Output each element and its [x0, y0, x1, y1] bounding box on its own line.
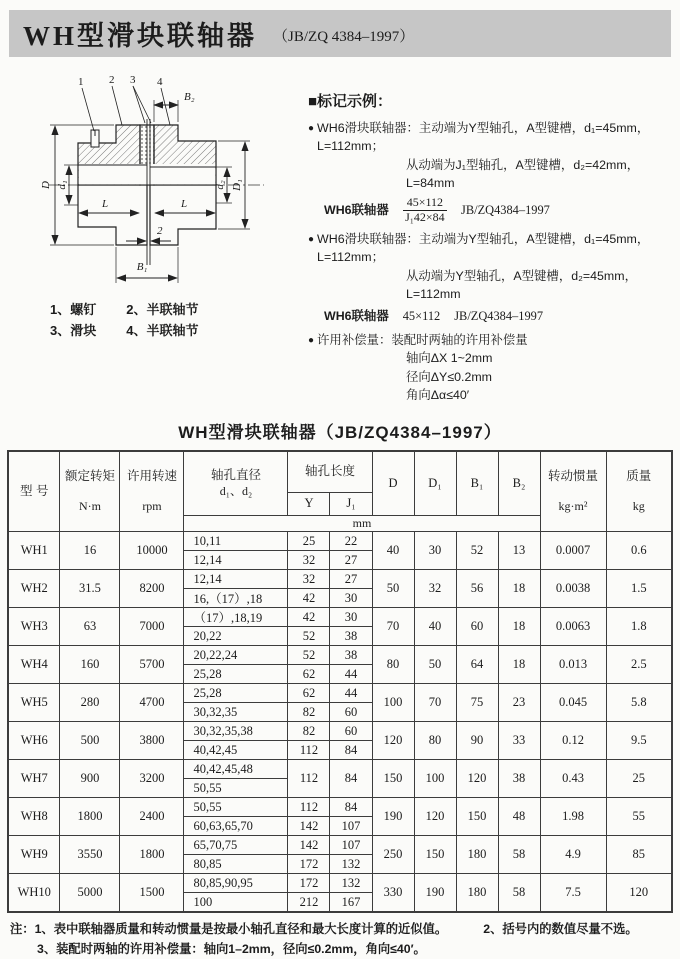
- table-cell: 5000: [60, 874, 120, 913]
- footnote-3: 3、装配时两轴的许用补偿量：轴向1–2mm，径向≤0.2mm，角向≤40′。: [37, 942, 426, 957]
- spec-table: [7, 450, 673, 913]
- table-cell: 172: [288, 855, 330, 874]
- table-cell: 85: [606, 836, 672, 874]
- table-cell: 2.5: [606, 646, 672, 684]
- table-cell: 0.12: [540, 722, 606, 760]
- table-cell: 70: [372, 608, 414, 646]
- table-cell: 20,22: [184, 627, 288, 646]
- footnote-2: 2、括号内的数值尽量不选。: [483, 922, 638, 937]
- table-cell: 2400: [120, 798, 184, 836]
- table-cell: WH7: [8, 760, 60, 798]
- table-cell: 44: [330, 665, 372, 684]
- table-cell: 4700: [120, 684, 184, 722]
- table-cell: 90: [456, 722, 498, 760]
- table-cell: 107: [330, 836, 372, 855]
- table-cell: 60,63,65,70: [184, 817, 288, 836]
- table-cell: 52: [288, 627, 330, 646]
- compensation-angular: 角向Δα≤40′: [406, 388, 470, 403]
- designation-standard: JB/ZQ4384–1997: [461, 202, 550, 217]
- header-unit: kg·m²: [558, 498, 588, 513]
- table-cell: 40,42,45,48: [184, 760, 288, 779]
- table-cell: 58: [498, 836, 540, 874]
- table-row: [8, 608, 672, 627]
- header-label: 质量: [626, 469, 652, 484]
- marking-example-2: [308, 230, 672, 267]
- callout-2: 2: [109, 74, 115, 86]
- table-cell: 150: [456, 798, 498, 836]
- table-cell: 65,70,75: [184, 836, 288, 855]
- col-header-inertia: [540, 451, 606, 532]
- table-cell: 22: [330, 532, 372, 551]
- dim-label-L-left: L: [101, 198, 109, 210]
- table-cell: 80: [414, 722, 456, 760]
- table-cell: 63: [60, 608, 120, 646]
- table-cell: 82: [288, 722, 330, 741]
- table-row: [8, 760, 672, 779]
- header-label: 转动惯量: [547, 469, 598, 484]
- table-cell: 38: [330, 646, 372, 665]
- table-cell: 56: [456, 570, 498, 608]
- col-header-D1: D₁: [414, 451, 456, 516]
- table-cell: 32: [288, 551, 330, 570]
- designation-label: WH6联轴器: [324, 202, 389, 217]
- header-label: 额定转矩: [64, 469, 115, 484]
- fraction-denominator: J₁42×84: [405, 209, 445, 224]
- table-cell: 50: [372, 570, 414, 608]
- table-cell: 52: [456, 532, 498, 570]
- table-cell: 16: [60, 532, 120, 570]
- table-cell: 84: [330, 741, 372, 760]
- part-item: 4、半联轴节: [126, 323, 199, 339]
- dim-label-B2: B₂: [184, 91, 195, 103]
- table-cell: 8200: [120, 570, 184, 608]
- table-cell: 180: [456, 836, 498, 874]
- col-header-J1: J₁: [330, 493, 372, 516]
- table-cell: 44: [330, 684, 372, 703]
- col-header-torque: [60, 451, 120, 532]
- table-cell: 62: [288, 684, 330, 703]
- table-cell: 25: [606, 760, 672, 798]
- table-cell: 1.5: [606, 570, 672, 608]
- table-cell: 500: [60, 722, 120, 760]
- table-cell: 150: [372, 760, 414, 798]
- table-cell: 212: [288, 893, 330, 913]
- marking-heading: ■标记示例：: [308, 93, 393, 110]
- table-cell: WH9: [8, 836, 60, 874]
- table-cell: 0.045: [540, 684, 606, 722]
- table-cell: 132: [330, 855, 372, 874]
- table-cell: 0.43: [540, 760, 606, 798]
- table-cell: 20,22,24: [184, 646, 288, 665]
- table-cell: 64: [456, 646, 498, 684]
- designation-standard: JB/ZQ4384–1997: [454, 308, 544, 323]
- bullet-icon: ●: [308, 233, 315, 245]
- marking-examples: [298, 67, 674, 405]
- table-cell: 1.98: [540, 798, 606, 836]
- table-cell: 30: [330, 608, 372, 627]
- dim-label-D: D: [40, 181, 52, 189]
- table-cell: 0.6: [606, 532, 672, 570]
- table-cell: WH1: [8, 532, 60, 570]
- table-cell: 120: [606, 874, 672, 913]
- coupling-section-drawing: [6, 67, 298, 295]
- table-row: [8, 684, 672, 703]
- table-cell: 280: [60, 684, 120, 722]
- table-cell: 70: [414, 684, 456, 722]
- table-cell: 190: [372, 798, 414, 836]
- table-cell: 40,42,45: [184, 741, 288, 760]
- table-cell: 7000: [120, 608, 184, 646]
- col-header-bore-length: 轴孔长度: [288, 451, 372, 493]
- table-cell: 18: [498, 646, 540, 684]
- table-cell: 84: [330, 798, 372, 817]
- table-cell: 142: [288, 836, 330, 855]
- header-sublabel: d₁、d₂: [219, 484, 253, 499]
- table-cell: 190: [414, 874, 456, 913]
- footnote-1: 注：1、表中联轴器质量和转动惯量是按最小轴孔直径和最大长度计算的近似值。: [10, 922, 448, 937]
- col-header-B2: B₂: [498, 451, 540, 516]
- table-cell: 12,14: [184, 570, 288, 589]
- table-cell: 38: [330, 627, 372, 646]
- col-header-model: [8, 451, 60, 532]
- header-label: 轴孔直径: [210, 467, 261, 482]
- table-cell: WH2: [8, 570, 60, 608]
- table-cell: 1500: [120, 874, 184, 913]
- table-cell: 30: [414, 532, 456, 570]
- bullet-icon: ●: [308, 122, 315, 134]
- table-cell: 60: [456, 608, 498, 646]
- table-cell: 3200: [120, 760, 184, 798]
- footnotes: [10, 920, 670, 959]
- page-title-bar: [9, 10, 671, 57]
- table-cell: 40: [414, 608, 456, 646]
- table-cell: 40: [372, 532, 414, 570]
- table-cell: 25,28: [184, 665, 288, 684]
- col-header-bore-diameter: [184, 451, 288, 516]
- table-cell: 27: [330, 570, 372, 589]
- compensation-axial: 轴向ΔX 1~2mm: [406, 351, 493, 366]
- dim-label-L-right: L: [180, 198, 188, 210]
- dim-label-B1: B₁: [136, 261, 148, 273]
- top-section: [6, 67, 674, 405]
- table-cell: 0.0063: [540, 608, 606, 646]
- table-cell: WH10: [8, 874, 60, 913]
- table-cell: 160: [60, 646, 120, 684]
- table-title: WH型滑块联轴器（JB/ZQ4384–1997）: [178, 423, 502, 443]
- table-cell: 1800: [60, 798, 120, 836]
- table-cell: 5.8: [606, 684, 672, 722]
- table-cell: 120: [456, 760, 498, 798]
- table-row: [8, 874, 672, 893]
- table-cell: 112: [288, 741, 330, 760]
- callout-4: 4: [157, 76, 163, 88]
- dim-label-D1: D₁: [231, 179, 243, 191]
- left-half-outline: [78, 185, 147, 245]
- table-cell: 80: [372, 646, 414, 684]
- table-row: [8, 722, 672, 741]
- table-cell: 50,55: [184, 779, 288, 798]
- table-cell: 58: [498, 874, 540, 913]
- marking-designation-2: [308, 307, 672, 326]
- table-row: [8, 532, 672, 551]
- table-cell: 12,14: [184, 551, 288, 570]
- leader-line: [82, 88, 94, 131]
- table-cell: WH8: [8, 798, 60, 836]
- table-cell: 3550: [60, 836, 120, 874]
- table-cell: WH5: [8, 684, 60, 722]
- marking-text: 从动端为J₁型轴孔，A型键槽，d₂=42mm，L=84mm: [406, 157, 640, 191]
- bullet-icon: ●: [308, 334, 315, 346]
- table-cell: 50: [414, 646, 456, 684]
- table-row: [8, 798, 672, 817]
- table-cell: 13: [498, 532, 540, 570]
- col-header-D: D: [372, 451, 414, 516]
- part-item: 3、滑块: [50, 323, 97, 339]
- table-cell: 18: [498, 608, 540, 646]
- document-page: [0, 10, 680, 957]
- spec-table-body: [8, 532, 672, 913]
- page-standard: （JB/ZQ 4384–1997）: [273, 29, 415, 45]
- table-cell: 132: [330, 874, 372, 893]
- designation-code: 45×112: [402, 308, 441, 323]
- marking-text: 许用补偿量：装配时两轴的许用补偿量: [317, 332, 528, 347]
- table-cell: 18: [498, 570, 540, 608]
- table-cell: 900: [60, 760, 120, 798]
- table-row: [8, 646, 672, 665]
- table-cell: 80,85: [184, 855, 288, 874]
- table-cell: 75: [456, 684, 498, 722]
- part-item: 1、螺钉: [50, 302, 97, 317]
- dim-label-d2: d₂: [214, 180, 226, 190]
- table-cell: 150: [414, 836, 456, 874]
- dim-label-gap: 2: [157, 225, 163, 237]
- table-cell: 100: [184, 893, 288, 913]
- table-cell: 30,32,35: [184, 703, 288, 722]
- table-cell: 32: [288, 570, 330, 589]
- leader-line: [133, 86, 151, 123]
- table-cell: 172: [288, 874, 330, 893]
- table-cell: 167: [330, 893, 372, 913]
- dim-label-d1: d₁: [56, 180, 68, 190]
- table-cell: 38: [498, 760, 540, 798]
- table-cell: 100: [414, 760, 456, 798]
- marking-designation-1: [308, 196, 672, 225]
- table-cell: 82: [288, 703, 330, 722]
- table-cell: 112: [288, 798, 330, 817]
- table-cell: 5700: [120, 646, 184, 684]
- table-cell: 100: [372, 684, 414, 722]
- table-row: [8, 570, 672, 589]
- header-label: 型 号: [19, 483, 49, 498]
- page-title: WH型滑块联轴器: [23, 21, 258, 51]
- table-cell: 32: [414, 570, 456, 608]
- unit-row-mm: mm: [184, 516, 540, 532]
- table-cell: 30,32,35,38: [184, 722, 288, 741]
- table-cell: 42: [288, 608, 330, 627]
- designation-label: WH6联轴器: [324, 308, 389, 323]
- table-cell: WH3: [8, 608, 60, 646]
- table-cell: 52: [288, 646, 330, 665]
- col-header-Y: Y: [288, 493, 330, 516]
- table-cell: 330: [372, 874, 414, 913]
- table-cell: 33: [498, 722, 540, 760]
- table-cell: （17）,18,19: [184, 608, 288, 627]
- table-cell: 7.5: [540, 874, 606, 913]
- leader-line: [161, 88, 170, 125]
- col-header-B1: B₁: [456, 451, 498, 516]
- table-cell: 31.5: [60, 570, 120, 608]
- leader-line: [112, 86, 122, 125]
- table-cell: 25: [288, 532, 330, 551]
- table-cell: 23: [498, 684, 540, 722]
- table-cell: 62: [288, 665, 330, 684]
- table-header: [8, 451, 672, 532]
- marking-text: WH6滑块联轴器：主动端为Y型轴孔，A型键槽，d₁=45mm，L=112mm；: [317, 120, 650, 154]
- table-cell: 120: [372, 722, 414, 760]
- table-cell: 180: [456, 874, 498, 913]
- table-cell: 9.5: [606, 722, 672, 760]
- table-cell: 120: [414, 798, 456, 836]
- table-cell: 0.013: [540, 646, 606, 684]
- table-cell: 48: [498, 798, 540, 836]
- table-cell: 1.8: [606, 608, 672, 646]
- callout-3: 3: [130, 74, 136, 86]
- table-cell: 30: [330, 589, 372, 608]
- compensation-radial: 径向ΔY≤0.2mm: [406, 369, 492, 384]
- table-row: [8, 836, 672, 855]
- table-cell: 80,85,90,95: [184, 874, 288, 893]
- table-cell: 1800: [120, 836, 184, 874]
- leader-line: [133, 86, 145, 123]
- table-cell: 0.0007: [540, 532, 606, 570]
- table-cell: 16,（17）,18: [184, 589, 288, 608]
- table-cell: 60: [330, 703, 372, 722]
- table-cell: 84: [330, 760, 372, 798]
- table-cell: WH6: [8, 722, 60, 760]
- marking-text: 从动端为Y型轴孔，A型键槽，d₂=45mm，L=112mm: [406, 268, 637, 302]
- marking-example-3: [308, 331, 672, 350]
- fraction-numerator: 45×112: [403, 196, 447, 211]
- table-cell: 3800: [120, 722, 184, 760]
- col-header-mass: [606, 451, 672, 532]
- table-cell: 250: [372, 836, 414, 874]
- table-cell: 25,28: [184, 684, 288, 703]
- table-cell: 60: [330, 722, 372, 741]
- part-item: 2、半联轴节: [126, 302, 199, 317]
- header-unit: N·m: [78, 498, 101, 513]
- designation-fraction: [403, 196, 447, 225]
- table-cell: 10000: [120, 532, 184, 570]
- table-cell: 107: [330, 817, 372, 836]
- col-header-speed: [120, 451, 184, 532]
- table-cell: 27: [330, 551, 372, 570]
- table-cell: 4.9: [540, 836, 606, 874]
- table-cell: 142: [288, 817, 330, 836]
- marking-text: WH6滑块联轴器：主动端为Y型轴孔，A型键槽，d₁=45mm，L=112mm；: [317, 231, 650, 265]
- table-cell: WH4: [8, 646, 60, 684]
- table-cell: 112: [288, 760, 330, 798]
- header-unit: kg: [632, 498, 645, 513]
- marking-example-1: [308, 119, 672, 156]
- table-cell: 10,11: [184, 532, 288, 551]
- header-label: 许用转速: [126, 469, 177, 484]
- parts-list: [50, 299, 298, 342]
- table-cell: 42: [288, 589, 330, 608]
- table-cell: 55: [606, 798, 672, 836]
- table-cell: 0.0038: [540, 570, 606, 608]
- technical-drawing: [6, 67, 298, 405]
- callout-1: 1: [78, 76, 84, 88]
- table-cell: 50,55: [184, 798, 288, 817]
- header-unit: rpm: [142, 498, 162, 513]
